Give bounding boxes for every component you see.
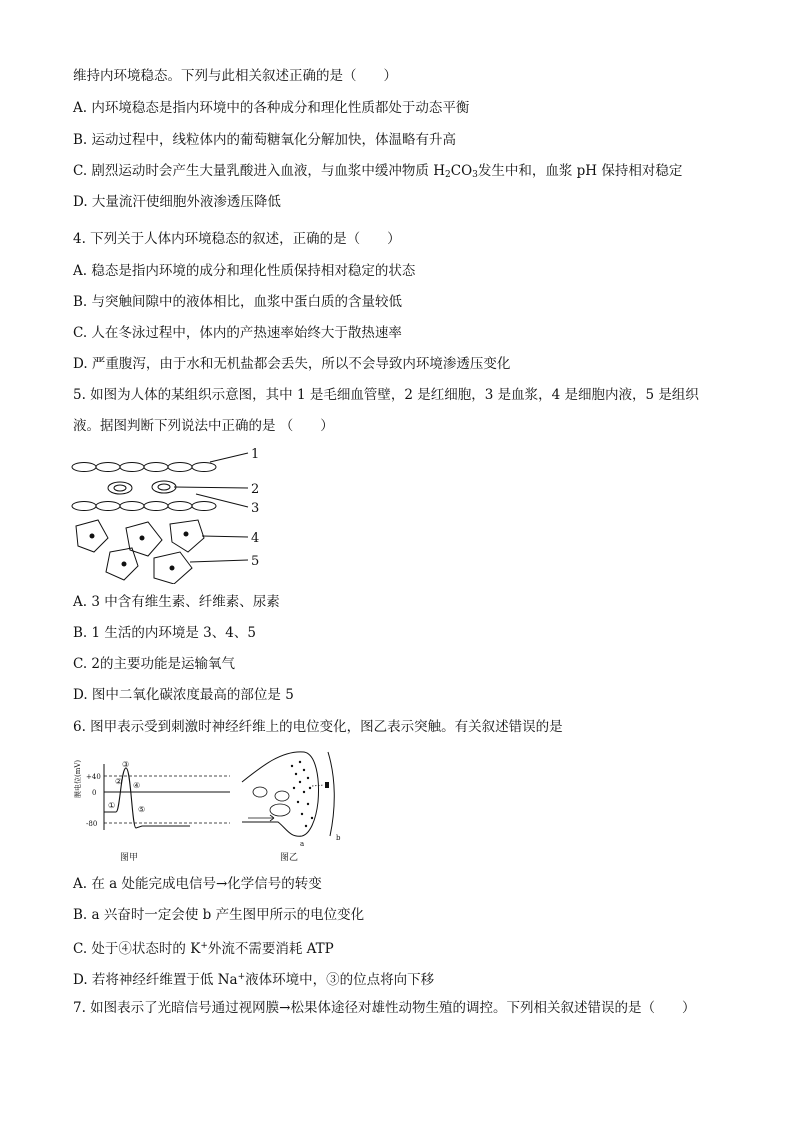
q5-option-d: D. 图中二氧化碳浓度最高的部位是 5 [73,687,294,703]
q6-option-b: B. a 兴奋时一定会使 b 产生图甲所示的电位变化 [73,907,365,923]
tick-minus80: -80 [86,820,98,828]
q5-option-a: A. 3 中含有维生素、纤维素、尿素 [73,594,280,610]
q3-stem: 维持内环境稳态。下列与此相关叙述正确的是（ ） [73,68,397,84]
tissue-cells [76,520,204,584]
q5-stem-line2: 液。据图判断下列说法中正确的是 （ ） [73,418,334,434]
label-1: 1 [251,447,260,462]
q6-option-d: D. 若将神经纤维置于低 Na+液体环境中，③的位点将向下移 [73,972,435,988]
label-b: b [336,834,341,842]
q3-option-a: A. 内环境稳态是指内环境中的各种成分和理化性质都处于动态平衡 [73,100,470,116]
q6-option-a: A. 在 a 处能完成电信号→化学信号的转变 [73,876,322,892]
label-2: 2 [251,482,260,497]
tissue-diagram [70,444,280,584]
fig-b-caption: 图乙 [280,853,299,863]
marker-5: ⑤ [138,805,146,814]
q4-option-d: D. 严重腹泻，由于水和无机盐都会丢失，所以不会导致内环境渗透压变化 [73,356,511,372]
ylabel: 膜电位(mV) [74,760,82,798]
label-3: 3 [251,501,260,516]
capillary-wall-bottom [72,502,216,511]
q3-option-b: B. 运动过程中，线粒体内的葡萄糖氧化分解加快，体温略有升高 [73,132,457,148]
figure-synapse [238,748,358,866]
q4-option-b: B. 与突触间隙中的液体相比，血浆中蛋白质的含量较低 [73,294,403,310]
q5-option-c: C. 2的主要功能是运输氧气 [73,656,236,672]
red-blood-cells [108,481,176,494]
q4-option-c: C. 人在冬泳过程中，体内的产热速率始终大于散热速率 [73,325,402,341]
q5-stem-line1: 5. 如图为人体的某组织示意图，其中 1 是毛细血管壁，2 是红细胞，3 是血浆，4 是细胞内液，5 是组织 [73,387,699,403]
marker-4: ④ [133,781,141,790]
tick-plus40: +40 [86,773,101,781]
q6-stem: 6. 图甲表示受到刺激时神经纤维上的电位变化，图乙表示突触。有关叙述错误的是 [73,719,563,735]
q7-stem: 7. 如图表示了光暗信号通过视网膜→松果体途径对雄性动物生殖的调控。下列相关叙述错误的是（ ） [73,1000,696,1016]
fig-a-caption: 图甲 [120,853,139,863]
q6-option-c: C. 处于④状态时的 K+外流不需要消耗 ATP [73,941,334,957]
tick-0: 0 [92,789,97,797]
q3-option-c: C. 剧烈运动时会产生大量乳酸进入血液，与血浆中缓冲物质 $H_2CO_3$发生中和，血浆 pH 保持相对稳定 [73,163,683,180]
label-a: a [300,840,305,848]
q4-stem: 4. 下列关于人体内环境稳态的叙述，正确的是（ ） [73,231,401,247]
marker-1: ① [108,801,116,810]
q3-option-d: D. 大量流汗使细胞外液渗透压降低 [73,194,281,210]
q5-option-b: B. 1 生活的内环境是 3、4、5 [73,625,256,641]
figure-action-potential [70,760,240,868]
q4-option-a: A. 稳态是指内环境的成分和理化性质保持相对稳定的状态 [73,263,416,279]
marker-2: ② [115,777,123,786]
marker-3: ③ [122,760,130,769]
capillary-wall-top [72,463,216,472]
label-4: 4 [251,531,260,546]
label-5: 5 [251,554,260,569]
